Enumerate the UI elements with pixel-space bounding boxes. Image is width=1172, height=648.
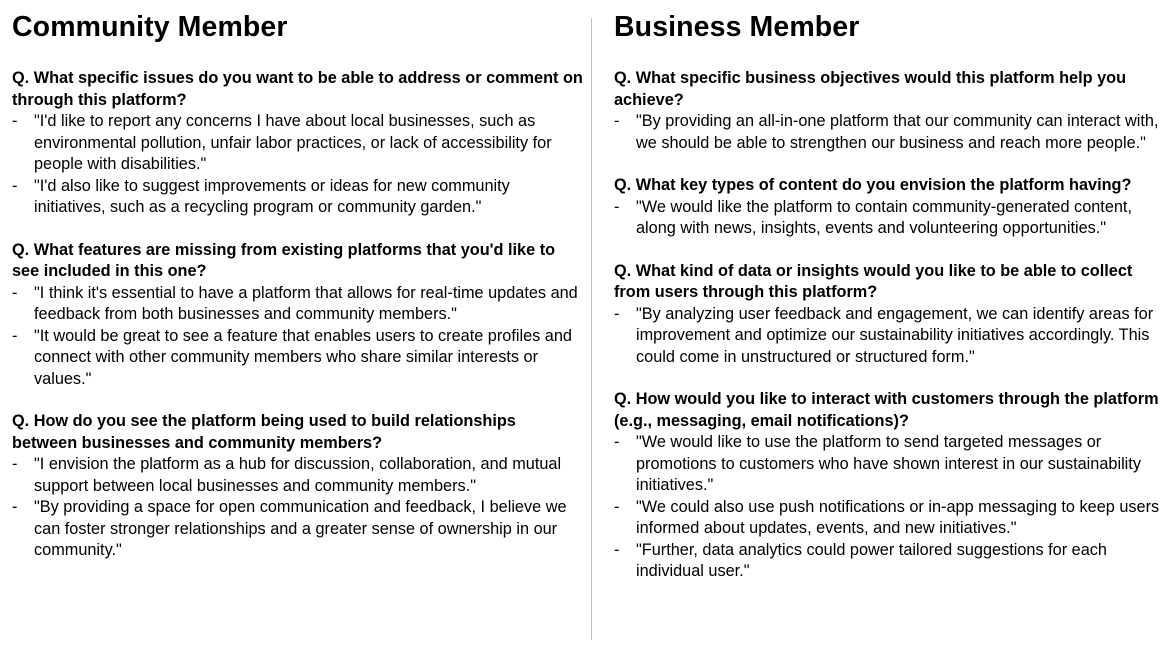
community-member-column — [12, 10, 584, 583]
answer-item: - "By analyzing user feedback and engagement, we can identify areas for improvement and optimize our sustainability initiatives accordingly. This could come in unstructured or structured form." — [614, 304, 1154, 366]
question: Q. What specific issues do you want to be able to address or comment on through this platform? — [12, 69, 583, 109]
answer-item: - "By providing a space for open communication and feedback, I believe we can foster stronger relationships and a greater sense of ownership in our community." — [12, 498, 567, 559]
answer-list — [614, 432, 1168, 583]
answer-item: - "Further, data analytics could power tailored suggestions for each individual user." — [614, 540, 1107, 580]
question: Q. How do you see the platform being used to build relationships between businesses and community members? — [12, 412, 516, 452]
business-qa-4 — [614, 389, 1168, 583]
answer-item: - "We would like to use the platform to send targeted messages or promotions to customers who have shown interest in our sustainability initiatives." — [614, 433, 1141, 494]
answer-item: - "I'd also like to suggest improvements or ideas for new community initiatives, such as a recycling program or community garden." — [12, 176, 510, 216]
business-member-column — [614, 10, 1168, 604]
question: Q. What kind of data or insights would you like to be able to collect from users through this platform? — [614, 261, 1133, 301]
answer-item: - "I think it's essential to have a platform that allows for real-time updates and feedback from both businesses and community members." — [12, 283, 578, 323]
community-qa-2 — [12, 240, 584, 391]
answer-list — [12, 454, 584, 562]
answer-list — [12, 283, 584, 391]
answer-list — [614, 304, 1168, 369]
answer-item: - "I'd like to report any concerns I have about local businesses, such as environmental pollution, unfair labor practices, or lack of accessibility for people with disabilities." — [12, 112, 552, 173]
question: Q. What specific business objectives would this platform help you achieve? — [614, 69, 1127, 109]
business-member-title: Business Member — [614, 11, 860, 43]
business-qa-1 — [614, 68, 1168, 154]
answer-item: - "I envision the platform as a hub for discussion, collaboration, and mutual support between local businesses and community members." — [12, 455, 562, 495]
answer-list — [12, 111, 584, 219]
column-divider — [591, 18, 592, 640]
question: Q. What features are missing from existing platforms that you'd like to see included in this one? — [12, 240, 556, 280]
answer-list — [614, 197, 1168, 240]
business-qa-2 — [614, 175, 1168, 240]
business-qa-3 — [614, 261, 1168, 369]
answer-item: - "We could also use push notifications or in-app messaging to keep users informed about updates, events, and new initiatives." — [614, 497, 1160, 537]
community-qa-3 — [12, 411, 584, 562]
community-qa-1 — [12, 68, 584, 219]
answer-item: - "It would be great to see a feature that enables users to create profiles and connect with other community members who share similar interests or values." — [12, 326, 572, 388]
question: Q. What key types of content do you envision the platform having? — [614, 176, 1132, 194]
question: Q. How would you like to interact with customers through the platform (e.g., messaging, email notifications)? — [614, 390, 1159, 430]
community-member-title: Community Member — [12, 11, 288, 43]
answer-item: - "We would like the platform to contain community-generated content, along with news, insights, events and volunteering opportunities." — [614, 197, 1132, 237]
answer-list — [614, 111, 1168, 154]
answer-item: - "By providing an all-in-one platform that our community can interact with, we should be able to strengthen our business and reach more people." — [614, 112, 1159, 152]
